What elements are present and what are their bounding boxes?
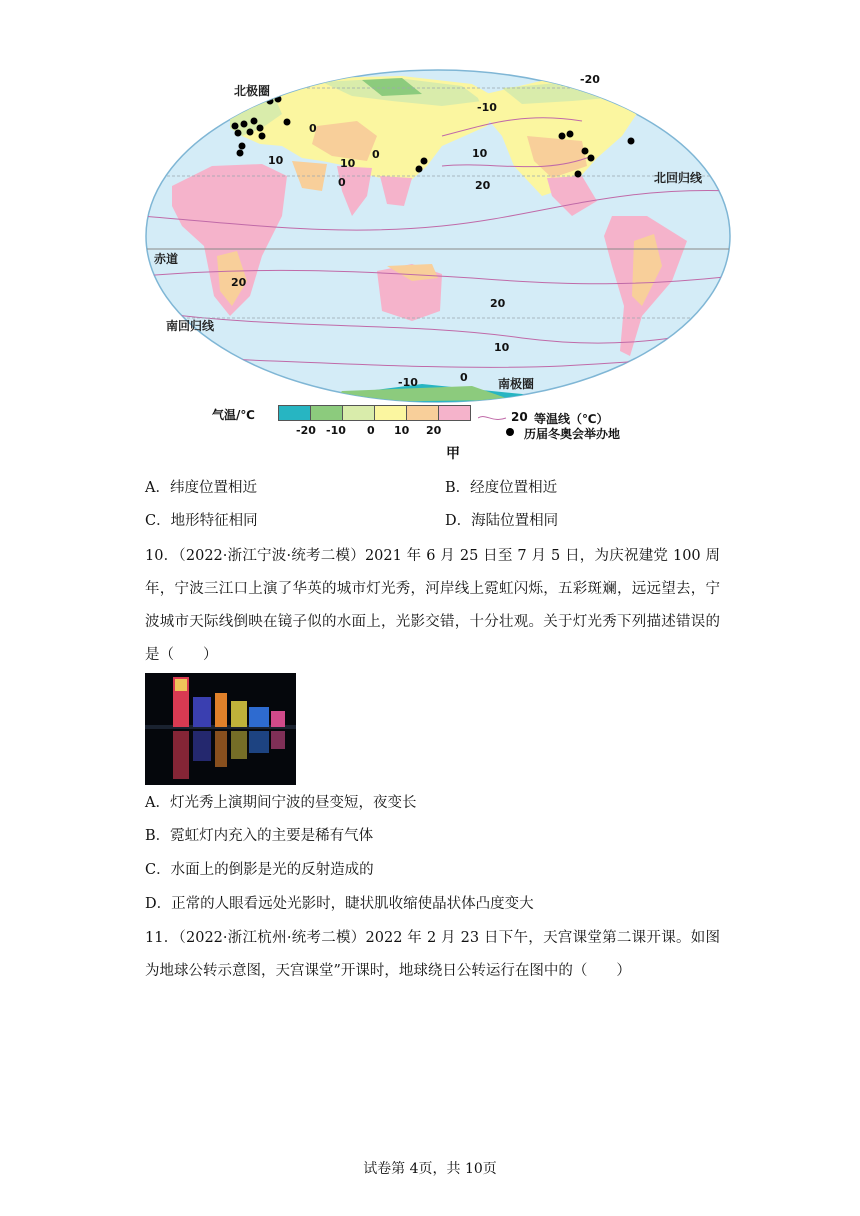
isotherm-label: 20 bbox=[475, 179, 491, 192]
isotherm-label: 20 bbox=[231, 276, 247, 289]
legend-color-bar bbox=[278, 405, 471, 421]
legend-isotherm-value: 20 bbox=[511, 410, 528, 424]
isotherm-label: -20 bbox=[580, 73, 600, 86]
legend-tick: 20 bbox=[426, 424, 442, 437]
legend-tick: -10 bbox=[326, 424, 346, 437]
isotherm-label: 10 bbox=[472, 147, 488, 160]
figure-caption: 甲 bbox=[446, 446, 460, 462]
legend-swatch bbox=[278, 405, 311, 421]
isotherm-label: 0 bbox=[460, 371, 468, 384]
isotherm-label: 0 bbox=[309, 122, 317, 135]
q9-option-d: D．海陆位置相同 bbox=[445, 513, 559, 529]
antarctic-circle-label: 南极圈 bbox=[498, 377, 535, 391]
legend-tick: -20 bbox=[296, 424, 316, 437]
page-footer: 试卷第 4页，共 10页 bbox=[363, 1161, 497, 1177]
legend-isotherm-label: 等温线（℃） bbox=[534, 412, 609, 426]
isotherm-label: 10 bbox=[340, 157, 356, 170]
q9-option-b: B．经度位置相近 bbox=[445, 480, 558, 496]
equator-label: 赤道 bbox=[154, 252, 179, 266]
arctic-circle-label: 北极圈 bbox=[234, 84, 271, 98]
isotherm-label: 20 bbox=[490, 297, 506, 310]
isotherm-label: 10 bbox=[494, 341, 510, 354]
q10-option-d: D．正常的人眼看远处光影时，睫状肌收缩使晶状体凸度变大 bbox=[145, 896, 534, 912]
legend-swatch bbox=[375, 405, 407, 421]
legend-tick: 10 bbox=[394, 424, 410, 437]
legend-swatch bbox=[407, 405, 439, 421]
legend-swatch bbox=[343, 405, 375, 421]
tropic-of-cancer-label: 北回归线 bbox=[654, 171, 703, 185]
q10-option-a: A．灯光秀上演期间宁波的昼变短，夜变长 bbox=[145, 795, 417, 811]
light-show-photo bbox=[145, 673, 296, 785]
tropic-of-capricorn-label: 南回归线 bbox=[166, 319, 215, 333]
isotherm-label: -10 bbox=[398, 376, 418, 389]
isotherm-label: 0 bbox=[338, 176, 346, 189]
legend-temperature-title: 气温/℃ bbox=[212, 408, 255, 422]
isotherm-legend-line bbox=[478, 413, 508, 423]
q10-stem: 10．（2022·浙江宁波·统考二模）2021 年 6 月 25 日至 7 月 5 日，为庆祝建党 100 周年，宁波三江口上演了华英的城市灯光秀，河岸线上霓虹闪烁，五彩斑斓，远远望去，宁波城市天际线倒映在镜子似的水面上，光影交错，十分壮观。关于灯光秀下列描述错误的是（ ） bbox=[145, 548, 720, 663]
isotherm-label: 10 bbox=[268, 154, 284, 167]
q10-option-c: C．水面上的倒影是光的反射造成的 bbox=[145, 862, 374, 878]
map-graphic bbox=[142, 66, 734, 406]
legend-tick: 0 bbox=[367, 424, 375, 437]
q10-option-b: B．霓虹灯内充入的主要是稀有气体 bbox=[145, 828, 374, 844]
legend-swatch bbox=[439, 405, 471, 421]
isotherm-label: -10 bbox=[477, 101, 497, 114]
legend-host-city-label: 历届冬奥会举办地 bbox=[524, 427, 621, 441]
q11-stem: 11．（2022·浙江杭州·统考二模）2022 年 2 月 23 日下午，天宫课堂第二课开课。如图为地球公转示意图，天宫课堂”开课时，地球绕日公转运行在图中的（ ） bbox=[145, 930, 720, 979]
q9-option-c: C．地形特征相同 bbox=[145, 513, 258, 529]
q9-option-a: A．纬度位置相近 bbox=[145, 480, 257, 496]
legend-swatch bbox=[311, 405, 343, 421]
isotherm-label: 0 bbox=[372, 148, 380, 161]
legend-dot-icon bbox=[506, 428, 514, 436]
